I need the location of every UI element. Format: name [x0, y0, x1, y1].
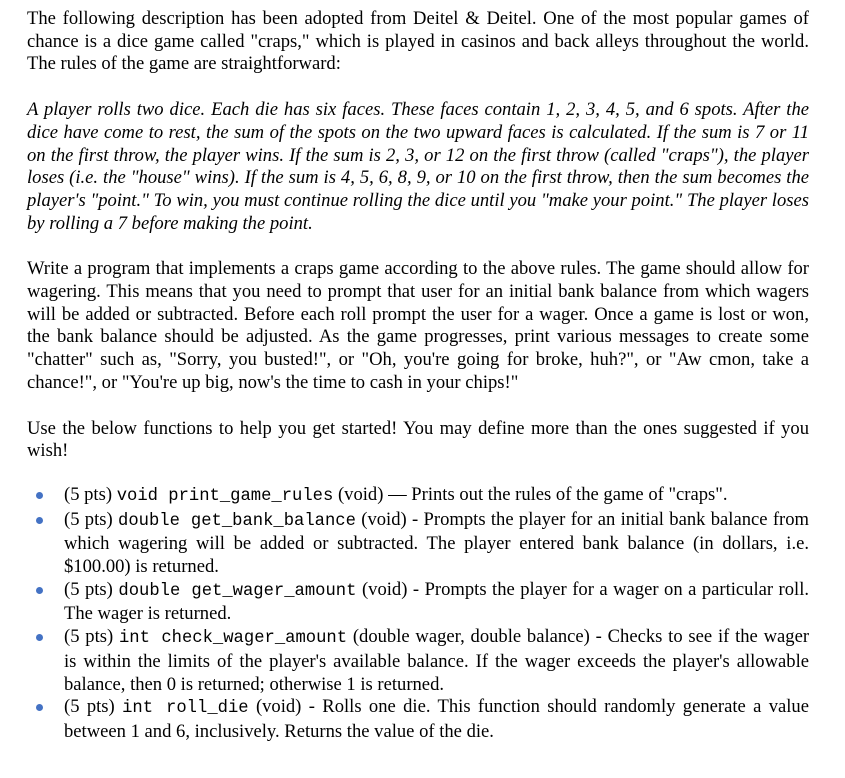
function-description: - Checks to see if the wager is within the limits of the player's available balance. If the wager exceeds the player's allowable balance, then 0 is returned; otherwise 1 is returned.: [64, 626, 810, 695]
function-item: [27, 509, 809, 579]
bullet-icon: [36, 704, 43, 711]
function-item: [27, 484, 809, 509]
hint-paragraph: Use the below functions to help you get started! You may define more than the ones suggested if you wish!: [27, 417, 809, 462]
rules-paragraph: A player rolls two dice. Each die has six faces. These faces contain 1, 2, 3, 4, 5, and 6 spots. After the dice have come to rest, the sum of the spots on the two upward faces is calculated. If the sum is 7 or 11 on the first throw, the player wins. If the sum is 2, 3, or 12 on the first throw (called "craps"), the player loses (i.e. the "house" wins). If the sum is 4, 5, 6, 8, 9, or 10 on the first throw, then the sum becomes the player's "point." To win, you must continue rolling the dice until you "make your point." The player loses by rolling a 7 before making the point.: [27, 99, 809, 234]
function-points: (5 pts): [64, 696, 115, 718]
function-signature: int check_wager_amount: [118, 629, 348, 649]
function-description: - Prompts the player for an initial bank balance from which wagering will be added or subtracted. The player entered bank balance (in dollars, i.e. $100.00) is returned.: [64, 508, 809, 578]
task-paragraph: Write a program that implements a craps game according to the above rules. The game should allow for wagering. This means that you need to prompt that user for an initial bank balance from which wagers will be added or subtracted. Before each roll prompt the user for a wager. Once a game is lost or won, the bank balance should be adjusted. As the game progresses, print various messages to create some "chatter" such as, "Sorry, you busted!", or "Oh, you're going for broke, huh?", or "Aw cmon, take a chance!", or "You're up big, now's the time to cash in your chips!": [27, 258, 809, 393]
function-params: (void): [255, 696, 302, 718]
bullet-icon: [36, 517, 43, 524]
bullet-icon: [36, 492, 43, 499]
function-description: - Rolls one die. This function should randomly generate a value between 1 and 6, inclusively. Returns the value of the die.: [64, 696, 809, 742]
function-params: (void): [361, 578, 408, 600]
function-points: (5 pts): [64, 578, 113, 600]
function-params: (double wager, double balance): [352, 626, 590, 648]
function-item: [27, 579, 809, 626]
function-points: (5 pts): [64, 626, 114, 648]
function-points: (5 pts): [64, 483, 113, 505]
function-signature: double get_bank_balance: [118, 511, 356, 531]
intro-paragraph: The following description has been adopted from Deitel & Deitel. One of the most popular games of chance is a dice game called "craps," which is played in casinos and back alleys throughout the world. The rules of the game are straightforward:: [27, 8, 809, 75]
function-signature: double get_wager_amount: [118, 581, 357, 601]
function-signature: int roll_die: [122, 699, 249, 719]
function-points: (5 pts): [64, 508, 113, 530]
bullet-icon: [36, 634, 43, 641]
function-description: - Prompts the player for a wager on a particular roll. The wager is returned.: [64, 578, 810, 625]
function-list: [27, 484, 809, 744]
bullet-icon: [36, 587, 43, 594]
function-params: (void): [361, 508, 407, 530]
function-item: [27, 696, 809, 743]
function-item: [27, 626, 809, 696]
function-params: (void): [337, 483, 384, 505]
function-description: — Prints out the rules of the game of "craps".: [388, 483, 728, 505]
function-signature: void print_game_rules: [116, 486, 334, 506]
